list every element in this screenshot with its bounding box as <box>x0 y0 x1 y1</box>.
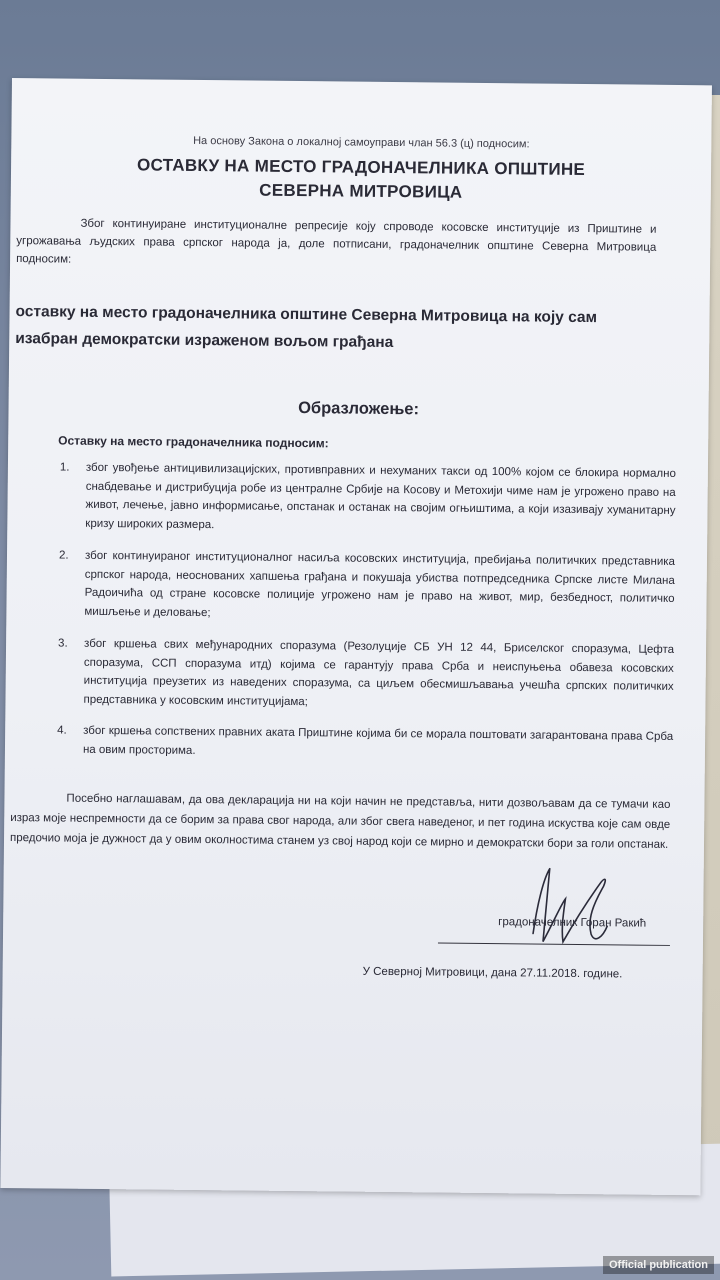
reasoning-heading: Образложење: <box>298 399 420 419</box>
reason-text: због кршења свих међународних споразума (Резолуције СБ УН 12 44, Бриселског споразума, Цефта споразума, ССП споразума итд) којима се гарантују права Срба и неиспуњења обавеза косовских институција преузетих из наведених споразума, са циљем обесмишљавања учешћа српских политичких представника у косовским институцијама; <box>83 637 675 708</box>
reason-number: 1. <box>59 461 70 474</box>
document-page <box>0 78 712 1195</box>
reason-item <box>58 547 676 619</box>
legal-basis-line: На основу Закона о локалној самоуправи члан 56.3 (ц) подносим: <box>193 134 530 151</box>
intro-paragraph: Због континуиране институционалне репресије коју спроводе косовске институције из Приштине и угрожавања људских права српског народа ја, доле потписани, градоначелник општине Северна Митровица подносим: <box>16 217 657 266</box>
reason-text: због континуираног институционалног насиља косовских институција, пребијања политичких представника српског народа, неоснованих хапшења грађана и покушаја убиства потпредседника Српске листе Милана Радоичића од стране косовске полиције угрожено нам је право на живот, мир, безбедност, политичко мишљење и деловање; <box>84 549 676 619</box>
place-date: У Северној Митровици, дана 27.11.2018. године. <box>362 965 623 981</box>
handwritten-signature <box>503 863 624 954</box>
reason-number: 4. <box>57 724 67 737</box>
signatory-label: градоначелник Горан Ракић <box>498 916 647 930</box>
reason-number: 3. <box>58 637 68 650</box>
reasoning-subheading: Оставку на место градоначелника подносим: <box>58 433 329 451</box>
document-title-line2: СЕВЕРНА МИТРОВИЦА <box>259 180 463 202</box>
reason-text: због кршења сопствених правних аката Приштине којима би се морала поштовати загарантована права Срба на овим просторима. <box>82 724 674 757</box>
reason-item <box>59 459 676 531</box>
reason-number: 2. <box>58 549 69 562</box>
watermark-label: Official publication <box>603 1256 714 1274</box>
document-title-line1: ОСТАВКУ НА МЕСТО ГРАДОНАЧЕЛНИКА ОПШТИНЕ <box>136 155 586 180</box>
closing-paragraph: Посебно наглашавам, да ова декларација ни на који начин не представља, нити дозвољавам да се тумачи као израз моје неспремности да се борим за права свог народа, али због свега наведеног, и пет година искуства које сам овде предочио моја је дужност да у овим околностима станем уз свој народ који се мирно и демократски бори за голи опстанак. <box>9 792 671 851</box>
reason-item <box>57 722 674 757</box>
reason-text: због увођење антицивилизацијских, противправних и нехуманих такси од 100% којом се блокира нормално снабдевање и дистрибуција робе из централне Србије на Косову и Метохији чиме нам је угрожено право на живот, лечење, јавно информисање, опстанак и останак на својим огњиштима, а који изазивају хуманитарну кризу широких размера. <box>85 461 676 531</box>
resignation-statement: оставку на место градоначелника општине Северна Митровица на коју сам изабран демократски израженом вољом грађана <box>15 303 598 352</box>
reason-item <box>58 635 675 708</box>
